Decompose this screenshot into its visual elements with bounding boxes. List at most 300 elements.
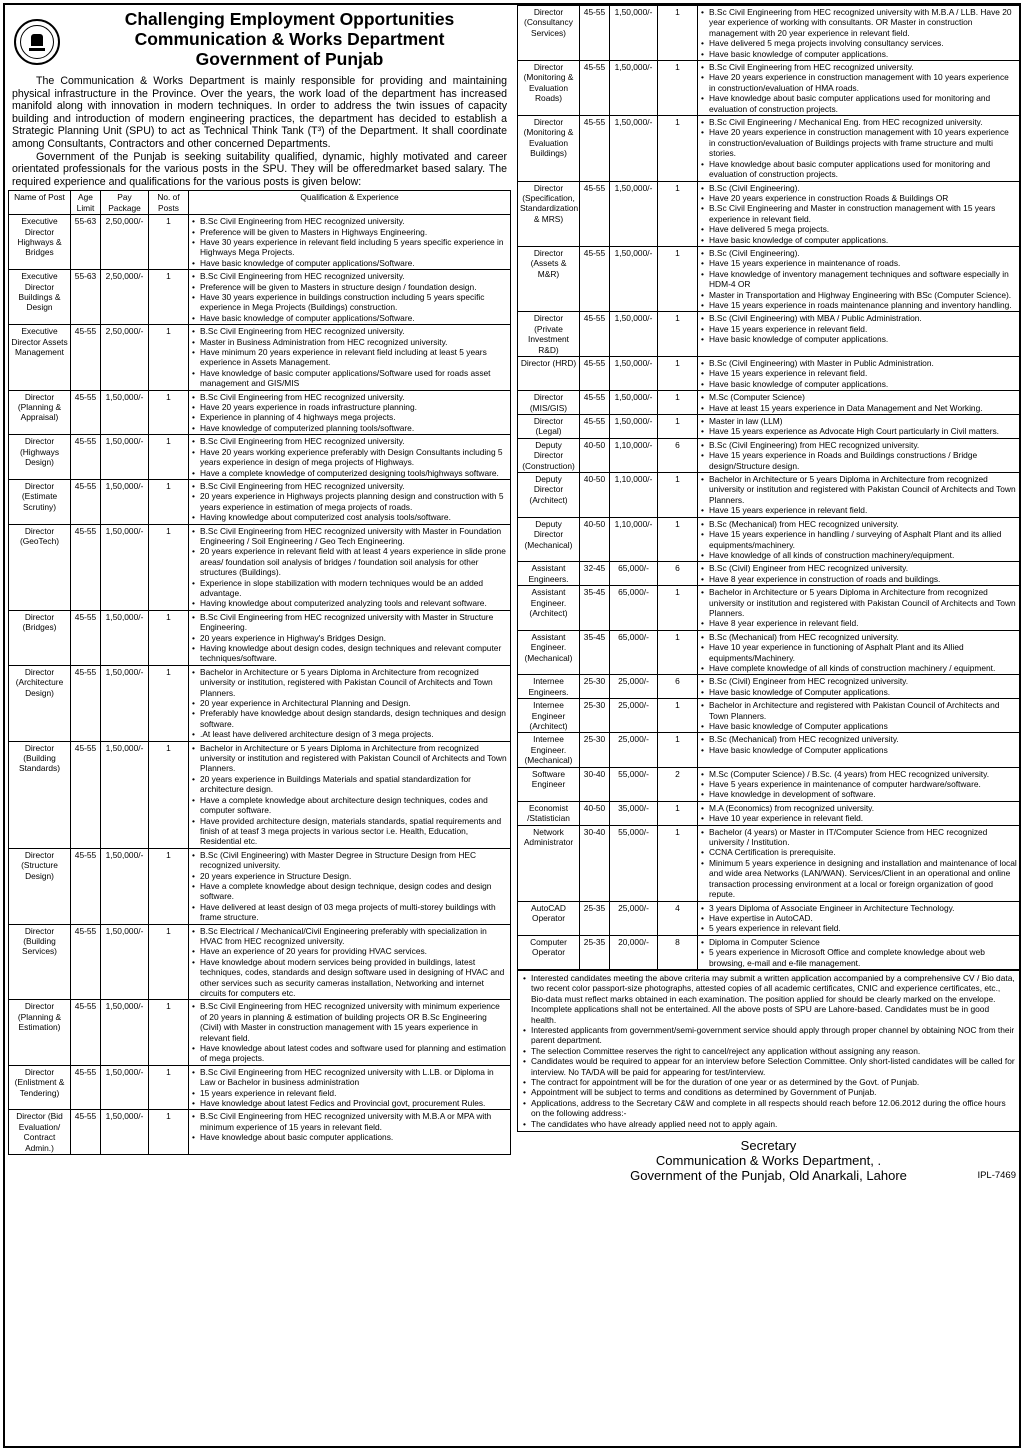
post-name: Internee Engineer (Architect) [518,699,580,733]
qualification-list [700,827,1017,900]
table-row [518,246,1020,311]
qualification-list [700,392,1017,413]
no-of-posts: 1 [149,270,189,325]
qualification-item: • B.Sc Civil Engineering from HEC recognized university. [191,216,508,226]
post-name: Director (Monitoring & Evaluation Buildings) [518,116,580,181]
pay-package: 1,50,000/- [610,181,658,246]
pay-package: 1,50,000/- [101,665,149,741]
qualification-item: • B.Sc Electrical / Mechanical/Civil Engineering preferably with specialization in HVAC from HEC recognized university. [191,926,508,947]
age-limit: 45-55 [580,312,610,357]
no-of-posts: 1 [658,6,698,61]
qualification-cell [698,116,1020,181]
no-of-posts: 1 [658,357,698,391]
table-row [9,741,511,848]
qualification-list [700,183,1017,245]
qualification-item: • B.Sc Civil Engineering from HEC recognized university. [191,436,508,446]
table-row [518,473,1020,518]
qualification-item: • B.Sc (Civil Engineering) with Master in Public Administration. [700,358,1017,368]
qualification-item: • Have 15 years experience in Roads and Buildings constructions / Bridge design/Structure design. [700,450,1017,471]
qualification-list [700,700,1017,731]
pay-package: 2,50,000/- [101,325,149,390]
no-of-posts: 1 [149,848,189,924]
qualification-item: • Have 30 years experience in relevant field including 5 years specific experience in Highways Mega Projects. [191,237,508,258]
no-of-posts: 1 [658,246,698,311]
qualification-cell [189,524,511,610]
qualification-item: • Have a complete knowledge of computerized designing tools/highways software. [191,468,508,478]
qualification-cell [698,935,1020,969]
posts-table-right [517,5,1020,970]
pay-package: 55,000/- [610,825,658,901]
qualification-item: • 20 year experience in Architectural Planning and Design. [191,698,508,708]
pay-package: 20,000/- [610,935,658,969]
qualification-item: • 5 years experience in relevant field. [700,923,1017,933]
intro-paragraph-2: Government of the Punjab is seeking suitability qualified, dynamic, highly motivated and career orientated professionals for the various posts in the SPU. They will be offeredmarket based salary. The required experience and qualifications for the various posts is given below: [12,150,507,188]
no-of-posts: 1 [658,415,698,439]
table-row [9,215,511,270]
pay-package: 1,50,000/- [101,524,149,610]
qualification-cell [698,801,1020,825]
qualification-item: • Have basic knowledge of Computer applications [700,721,1017,731]
qualification-item: • Have basic knowledge of computer applications. [700,334,1017,344]
qualification-item: • Have basic knowledge of computer applications/Software. [191,313,508,323]
pay-package: 1,50,000/- [610,415,658,439]
qualification-item: • Have 20 years experience in construction management with 10 years experience in construction/evaluation of Buildings projects with frame structure and multi stories. [700,127,1017,158]
qualification-item: • Have 5 years experience in maintenance of computer hardware/software. [700,779,1017,789]
no-of-posts: 1 [149,924,189,1000]
qualification-cell [698,246,1020,311]
qualification-cell [189,1000,511,1065]
pay-package: 1,50,000/- [101,390,149,435]
table-row [9,435,511,480]
table-row [9,325,511,390]
table-row [518,438,1020,472]
qualification-list [191,436,508,478]
qualification-item: • B.Sc Civil Engineering from HEC recognized university. [700,62,1017,72]
qualification-item: • M.Sc (Computer Science) [700,392,1017,402]
col-age-limit: Age Limit [71,191,101,215]
qualification-item: • Have knowledge of basic computer applications/Software used for roads asset management and GIS/MIS [191,368,508,389]
qualification-cell [189,924,511,1000]
post-name: Director (HRD) [518,357,580,391]
post-name: Executive Director Highways & Bridges [9,215,71,270]
table-row [518,312,1020,357]
qualification-item: • B.Sc (Civil Engineering) from HEC recognized university. [700,440,1017,450]
post-name: Economist /Statistician [518,801,580,825]
age-limit: 45-55 [580,181,610,246]
qualification-list [700,676,1017,697]
qualification-list [191,743,508,847]
qualification-list [700,519,1017,561]
qualification-list [191,667,508,740]
qualification-cell [189,741,511,848]
introduction [8,73,511,188]
post-name: Director (Building Services) [9,924,71,1000]
qualification-item: • Have provided architecture design, materials standards, spatial requirements and finish of at teasf 3 mega projects in various sector i.e. Health, Education, Residential etc. [191,816,508,847]
qualification-item: • B.Sc (Civil Engineering). [700,248,1017,258]
no-of-posts: 1 [658,586,698,631]
qualification-item: • Master in Business Administration from HEC recognized university. [191,337,508,347]
post-name: Computer Operator [518,935,580,969]
qualification-list [700,734,1017,755]
no-of-posts: 1 [149,390,189,435]
qualification-cell [189,435,511,480]
pay-package: 25,000/- [610,699,658,733]
age-limit: 45-55 [580,357,610,391]
qualification-cell [698,586,1020,631]
post-name: Director (Enlistment & Tendering) [9,1065,71,1110]
qualification-item: • Have knowledge of all kinds of construction machinery/equipment. [700,550,1017,560]
col-name-of-post: Name of Post [9,191,71,215]
qualification-item: • 20 years experience in relevant field with at least 4 years experience in slide prone areas/ foundation soil analysis of bridges / foundation soil analysis for other structures (Buildings). [191,546,508,577]
qualification-list [700,416,1017,437]
post-name: Internee Engineers. [518,675,580,699]
posts-table-left-body [9,215,511,1155]
qualification-list [191,1067,508,1109]
qualification-cell [189,325,511,390]
qualification-item: • Have knowledge about basic computer applications used for monitoring and evaluation of construction projects. [700,159,1017,180]
qualification-item: • Have basic knowledge of computer applications. [700,49,1017,59]
note-item: • Applications, address to the Secretary C&W and complete in all respects should reach before 12.06.2012 during the office hours on the following address:- [522,1098,1015,1119]
no-of-posts: 1 [149,435,189,480]
punjab-government-logo-icon [14,19,60,65]
qualification-item: • Have knowledge of inventory management techniques and software especially in HDM-4 OR [700,269,1017,290]
post-name: Director (Highways Design) [9,435,71,480]
table-row [9,848,511,924]
table-row [9,924,511,1000]
qualification-item: • 20 years experience in Highway's Bridges Design. [191,633,508,643]
no-of-posts: 8 [658,935,698,969]
pay-package: 1,50,000/- [101,848,149,924]
note-item: • The contract for appointment will be for the duration of one year or as determined by the Govt. of Punjab. [522,1077,1015,1087]
qualification-item: • Master in Transportation and Highway Engineering with BSc (Computer Science). [700,290,1017,300]
qualification-item: • Have 15 years experience in maintenance of roads. [700,258,1017,268]
pay-package: 1,50,000/- [610,357,658,391]
table-row [518,357,1020,391]
qualification-cell [189,215,511,270]
pay-package: 1,50,000/- [610,246,658,311]
pay-package: 65,000/- [610,562,658,586]
qualification-item: • B.Sc (Civil Engineering) with MBA / Public Administration. [700,313,1017,323]
pay-package: 1,50,000/- [101,924,149,1000]
header [8,5,511,73]
qualification-item: • B.Sc Civil Engineering from HEC recognized university with Master in Structure Engineering. [191,612,508,633]
qualification-list [700,903,1017,934]
pay-package: 1,50,000/- [101,435,149,480]
qualification-cell [698,438,1020,472]
qualification-list [191,1001,508,1063]
age-limit: 45-55 [71,1110,101,1155]
qualification-item: • Diploma in Computer Science [700,937,1017,947]
table-row [518,116,1020,181]
table-row [518,586,1020,631]
footer-secretary: Secretary [740,1138,797,1154]
table-row [518,733,1020,767]
pay-package: 1,50,000/- [101,741,149,848]
no-of-posts: 6 [658,562,698,586]
qualification-item: • Bachelor in Architecture or 5 years Diploma in Architecture from recognized university or institution and registered with Pakistan Council of Architects and Town Planners. [191,743,508,774]
age-limit: 45-55 [71,665,101,741]
qualification-item: • Have 20 years experience in roads infrastructure planning. [191,402,508,412]
table-row [518,675,1020,699]
age-limit: 32-45 [580,562,610,586]
no-of-posts: 6 [658,675,698,699]
qualification-list [700,7,1017,59]
age-limit: 45-55 [71,390,101,435]
qualification-item: • B.Sc Civil Engineering from HEC recognized university with Master in Foundation Engineering / Soil Engineering / Geo Tech Engineering. [191,526,508,547]
age-limit: 35-45 [580,586,610,631]
pay-package: 55,000/- [610,767,658,801]
age-limit: 45-55 [71,1065,101,1110]
pay-package: 25,000/- [610,675,658,699]
qualification-item: • Have delivered 5 mega projects involving consultancy services. [700,38,1017,48]
qualification-item: • Preferably have knowledge about design standards, design techniques and design software. [191,708,508,729]
col-pay-package: Pay Package [101,191,149,215]
no-of-posts: 6 [658,438,698,472]
qualification-list [700,803,1017,824]
age-limit: 55-63 [71,270,101,325]
no-of-posts: 1 [658,116,698,181]
post-name: Director (GeoTech) [9,524,71,610]
qualification-item: • B.Sc Civil Engineering from HEC recognized university. [191,271,508,281]
col-qualification: Qualification & Experience [189,191,511,215]
table-row [9,524,511,610]
qualification-item: • Have basic knowledge of computer applications. [700,379,1017,389]
table-row [518,767,1020,801]
qualification-item: • Have 30 years experience in buildings construction including 5 years specific experience in Mega Projects (Buildings) construction. [191,292,508,313]
qualification-list [191,612,508,664]
no-of-posts: 1 [149,524,189,610]
pay-package: 25,000/- [610,901,658,935]
advertisement-page [3,3,1021,1448]
age-limit: 30-40 [580,825,610,901]
qualification-item: • Have a complete knowledge about design technique, design codes and design software. [191,881,508,902]
no-of-posts: 1 [149,325,189,390]
no-of-posts: 1 [149,1065,189,1110]
age-limit: 40-50 [580,473,610,518]
qualification-item: • Have knowledge about modern services being provided in buildings, latest techniques, codes, standards and design software used in designing of HVAC and other services such as security cameras installation, Networking and internet circuits for computers etc. [191,957,508,999]
qualification-cell [189,1110,511,1155]
qualification-item: • B.Sc Civil Engineering from HEC recognized university with M.B.A or MPA with minimum experience of 15 years in relevant field. [191,1111,508,1132]
qualification-item: • B.Sc Civil Engineering from HEC recognized university. [191,481,508,491]
post-name: Director (Architecture Design) [9,665,71,741]
qualification-list [700,632,1017,674]
application-notes [517,970,1020,1132]
qualification-cell [698,357,1020,391]
table-row [518,825,1020,901]
table-header-row [9,191,511,215]
qualification-item: • Have an experience of 20 years for providing HVAC services. [191,946,508,956]
posts-table-left [8,190,511,1155]
qualification-item: • Have complete knowledge of all kinds of construction machinery / equipment. [700,663,1017,673]
qualification-list [700,117,1017,179]
age-limit: 45-55 [580,61,610,116]
no-of-posts: 1 [658,312,698,357]
pay-package: 65,000/- [610,630,658,675]
post-name: Deputy Director (Mechanical) [518,517,580,562]
no-of-posts: 1 [658,473,698,518]
qualification-list [700,313,1017,344]
no-of-posts: 1 [149,1000,189,1065]
post-name: Assistant Engineers. [518,562,580,586]
qualification-list [700,358,1017,389]
age-limit: 40-50 [580,801,610,825]
qualification-item: • Having knowledge about computerized analyzing tools and relevant software. [191,598,508,608]
qualification-item: • Have basic knowledge of Computer applications. [700,687,1017,697]
qualification-cell [698,825,1020,901]
post-name: Software Engineer [518,767,580,801]
qualification-item: • Having knowledge about design codes, design techniques and relevant computer techniques/software. [191,643,508,664]
table-row [518,391,1020,415]
post-name: Executive Director Buildings & Design [9,270,71,325]
qualification-item: • Have basic knowledge of Computer applications [700,745,1017,755]
age-limit: 40-50 [580,517,610,562]
age-limit: 45-55 [71,325,101,390]
qualification-item: • Have delivered at least design of 03 mega projects of multi-storey buildings with frame structure. [191,902,508,923]
qualification-cell [698,562,1020,586]
qualification-item: • B.Sc (Mechanical) from HEC recognized university. [700,632,1017,642]
table-row [518,562,1020,586]
qualification-item: • Bachelor in Architecture or 5 years Diploma in Architecture from recognized university or institution, registered with Pakistan Council of Architects and Town Planners. [191,667,508,698]
pay-package: 1,50,000/- [101,1000,149,1065]
reference-number: IPL-7469 [977,1170,1016,1182]
post-name: Internee Engineer. (Mechanical) [518,733,580,767]
post-name: Director (Structure Design) [9,848,71,924]
qualification-item: • Have 20 years experience in construction management with 10 years experience in construction/evaluation of HMA roads. [700,72,1017,93]
note-item: • Interested applicants from government/semi-government service should apply through proper channel by obtaining NOC from their parent department. [522,1025,1015,1046]
no-of-posts: 2 [658,767,698,801]
post-name: Deputy Director (Construction) [518,438,580,472]
table-row [9,270,511,325]
qualification-item: • Have knowledge about basic computer applications used for monitoring and evaluation of construction projects. [700,93,1017,114]
qualification-list [700,440,1017,471]
qualification-item: • Have 15 years experience in roads maintenance planning and inventory handling. [700,300,1017,310]
post-name: Deputy Director (Architect) [518,473,580,518]
no-of-posts: 1 [149,215,189,270]
qualification-item: • Have knowledge about latest codes and software used for planning and estimation of mega projects. [191,1043,508,1064]
pay-package: 1,50,000/- [610,391,658,415]
qualification-list [191,526,508,609]
age-limit: 45-55 [71,741,101,848]
table-row [518,801,1020,825]
pay-package: 25,000/- [610,733,658,767]
qualification-item: • B.Sc Civil Engineering from HEC recognized university with L.LB. or Diploma in Law or Bachelor in business administration [191,1067,508,1088]
pay-package: 2,50,000/- [101,270,149,325]
qualification-item: • Have expertise in AutoCAD. [700,913,1017,923]
qualification-item: • B.Sc Civil Engineering from HEC recognized university. [191,392,508,402]
qualification-item: • 20 years experience in Buildings Materials and spatial standardization for architecture design. [191,774,508,795]
table-row [518,517,1020,562]
age-limit: 25-35 [580,935,610,969]
post-name: AutoCAD Operator [518,901,580,935]
qualification-item: • Have 15 years experience as Advocate High Court particularly in Civil matters. [700,426,1017,436]
age-limit: 45-55 [71,848,101,924]
qualification-cell [189,479,511,524]
department-title: Communication & Works Department [134,29,445,49]
qualification-item: • B.Sc Civil Engineering from HEC recognized university with M.B.A / LLB. Have 20 year experience of working with consultants. OR Master in construction management with 20 year experience in relevant field. [700,7,1017,38]
qualification-item: • Bachelor (4 years) or Master in IT/Computer Science from HEC recognized university / Institution. [700,827,1017,848]
qualification-item: • Have delivered 5 mega projects. [700,224,1017,234]
footer-address: Government of the Punjab, Old Anarkali, Lahore [630,1168,907,1184]
age-limit: 35-45 [580,630,610,675]
table-row [518,935,1020,969]
qualification-item: • Preference will be given to Masters in structure design / foundation design. [191,282,508,292]
qualification-item: • .At least have delivered architecture design of 3 mega projects. [191,729,508,739]
qualification-cell [189,390,511,435]
post-name: Director (Planning & Estimation) [9,1000,71,1065]
posts-table-right-body [518,6,1020,970]
qualification-list [191,392,508,434]
pay-package: 1,50,000/- [610,312,658,357]
table-row [518,181,1020,246]
right-column [517,5,1020,1183]
table-row [9,479,511,524]
qualification-item: • Have 20 years working experience preferably with Design Consultants including 5 years experience in design of mega projects of Highways. [191,447,508,468]
qualification-cell [698,699,1020,733]
post-name: Director (Estimate Scrutiny) [9,479,71,524]
note-item: • Candidates would be required to appear for an interview before Selection Committee. Only short-listed candidates will be called for interview. No TA/DA will be paid for appearing for test/interview. [522,1056,1015,1077]
qualification-list [700,769,1017,800]
no-of-posts: 1 [149,1110,189,1155]
qualification-item: • 20 years experience in Structure Design. [191,871,508,881]
pay-package: 1,10,000/- [610,438,658,472]
note-item: • The selection Committee reserves the right to cancel/reject any application without assigning any reason. [522,1046,1015,1056]
qualification-cell [698,675,1020,699]
age-limit: 55-63 [71,215,101,270]
pay-package: 1,50,000/- [610,61,658,116]
qualification-cell [189,665,511,741]
no-of-posts: 1 [658,733,698,767]
post-name: Assistant Engineer. (Architect) [518,586,580,631]
qualification-item: • Have at least 15 years experience in Data Management and Net Working. [700,403,1017,413]
age-limit: 45-55 [71,1000,101,1065]
qualification-item: • 5 years experience in Microsoft Office and complete knowledge about web browsing, e-mail and e-file management. [700,947,1017,968]
qualification-item: • B.Sc Civil Engineering from HEC recognized university with minimum experience of 20 years in planning & estimation of building projects OR B.Sc Engineering (Civil) with Master in construction management with 15 years experience in relevant field. [191,1001,508,1043]
qualification-item: • B.Sc (Mechanical) from HEC recognized university. [700,734,1017,744]
qualification-item: • Have 15 years experience in relevant field. [700,368,1017,378]
pay-package: 1,10,000/- [610,473,658,518]
no-of-posts: 1 [658,801,698,825]
age-limit: 45-55 [580,415,610,439]
pay-package: 2,50,000/- [101,215,149,270]
qualification-item: • Have 15 years experience in handling / surveying of Asphalt Plant and its allied equipments/machinery. [700,529,1017,550]
intro-paragraph-1: The Communication & Works Department is mainly responsible for providing and maintaining physical infrastructure in the Province. Over the years, the work load of the department has increased manifold along with innovation in modern techniques. In order to address the twin issues of capacity building and introduction of modern engineering practices, the department has decided to establish a Strategic Planning Unit (SPU) to act as Technical Think Tank (T³) of the Department. It shall coordinate among Consultants, Contractors and other concerned Departments. [12,75,507,150]
age-limit: 25-30 [580,675,610,699]
qualification-item: • Experience in planning of 4 highways mega projects. [191,412,508,422]
qualification-cell [189,270,511,325]
qualification-list [191,271,508,323]
no-of-posts: 1 [658,517,698,562]
qualification-cell [698,733,1020,767]
table-row [9,1110,511,1155]
no-of-posts: 1 [658,181,698,246]
table-row [9,610,511,665]
no-of-posts: 1 [149,665,189,741]
table-row [518,61,1020,116]
pay-package: 1,50,000/- [610,116,658,181]
age-limit: 25-30 [580,733,610,767]
age-limit: 45-55 [580,246,610,311]
qualification-item: • Master in law (LLM) [700,416,1017,426]
note-item: • Interested candidates meeting the above criteria may submit a written application accompanied by a comprehensive CV / Bio data, two recent color passport-size photographs, attested copies of all academic certificates, CNIC and experience certificates, etc., Bio-data must reflect marks obtained in each examination. The position applied for should be clearly marked on the envelope. Incomplete applications shall not be entertained. All the above posts of SPU are Lahore-based. Candidates must be in good health. [522,973,1015,1025]
post-name: Director (Planning & Appraisal) [9,390,71,435]
qualification-item: • B.Sc Civil Engineering / Mechanical Eng. from HEC recognized university. [700,117,1017,127]
no-of-posts: 1 [658,825,698,901]
no-of-posts: 1 [149,479,189,524]
age-limit: 30-40 [580,767,610,801]
qualification-item: • Have 10 year experience in relevant field. [700,813,1017,823]
qualification-item: • Have 15 years experience in relevant field. [700,505,1017,515]
age-limit: 45-55 [71,479,101,524]
